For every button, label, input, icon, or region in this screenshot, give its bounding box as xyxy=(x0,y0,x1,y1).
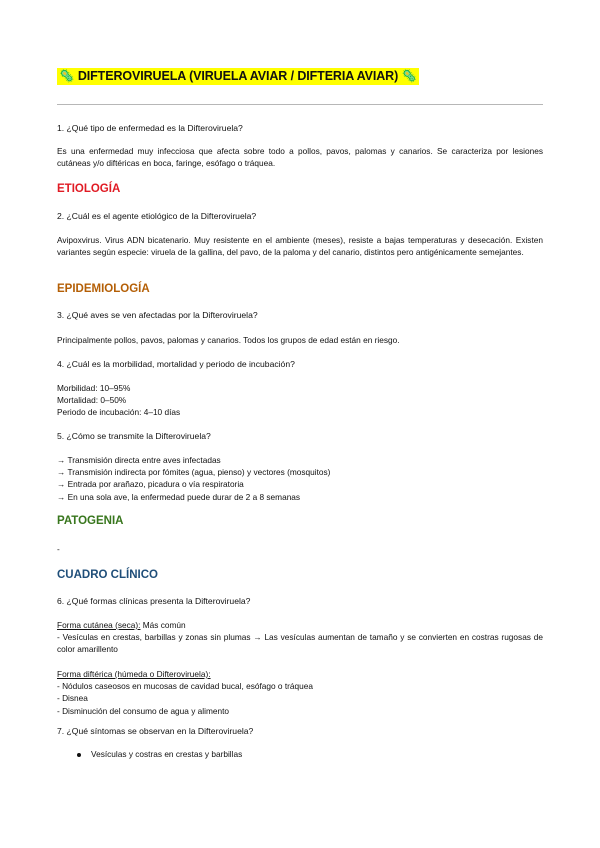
heading-patogenia: PATOGENIA xyxy=(57,515,124,527)
list-item: - Disminución del consumo de agua y alimento xyxy=(57,705,230,716)
list-item: → Entrada por arañazo, picadura o vía respiratoria xyxy=(57,479,244,490)
bullet-dot-icon xyxy=(77,753,81,757)
title-divider xyxy=(57,104,543,105)
list-item: → En una sola ave, la enfermedad puede durar de 2 a 8 semanas xyxy=(57,491,301,502)
patogenia-body: - xyxy=(57,544,60,554)
heading-epidemiologia: EPIDEMIOLOGÍA xyxy=(57,283,150,295)
list-item: → Transmisión indirecta por fómites (agua, pienso) y vectores (mosquitos) xyxy=(57,467,331,478)
forma-cutanea-block xyxy=(57,619,543,656)
list-item: → Transmisión directa entre aves infectadas xyxy=(57,455,221,465)
question-1: 1. ¿Qué tipo de enfermedad es la Difteroviruela? xyxy=(57,123,243,133)
document-title: 🦠 DIFTEROVIRUELA (VIRUELA AVIAR / DIFTERIA AVIAR) 🦠 xyxy=(59,69,417,83)
list-item: - Nódulos caseosos en mucosas de cavidad bucal, esófago o tráquea xyxy=(57,681,313,692)
list-item: - Vesículas en crestas, barbillas y zonas sin plumas → Las vesículas aumentan de tamaño y se convierten en costras rugosas de color amarillento xyxy=(57,632,543,655)
answer-3: Principalmente pollos, pavos, palomas y canarios. Todos los grupos de edad están en riesgo. xyxy=(57,335,400,345)
list-item: - Disnea xyxy=(57,693,88,704)
heading-cuadro-clinico: CUADRO CLÍNICO xyxy=(57,569,158,581)
question-3: 3. ¿Qué aves se ven afectadas por la Difteroviruela? xyxy=(57,310,258,320)
question-6: 6. ¿Qué formas clínicas presenta la Difteroviruela? xyxy=(57,596,251,606)
list-item: Mortalidad: 0–50% xyxy=(57,395,127,406)
list-item: Periodo de incubación: 4–10 días xyxy=(57,407,181,418)
answer-4-list xyxy=(57,382,543,419)
answer-1: Es una enfermedad muy infecciosa que afecta sobre todo a pollos, pavos, palomas y canarios. Se caracteriza por lesiones cutáneas y/o diftéricas en boca, faringe, esófago o tráquea. xyxy=(57,146,543,168)
forma-cutanea-title xyxy=(57,619,543,631)
question-5: 5. ¿Cómo se transmite la Difteroviruela? xyxy=(57,431,211,441)
forma-difterica-block xyxy=(57,668,543,717)
forma-cutanea-note: Más común xyxy=(140,620,186,630)
bullet-item xyxy=(77,749,242,759)
list-item: Morbilidad: 10–95% xyxy=(57,383,131,393)
heading-etiologia: ETIOLOGÍA xyxy=(57,183,121,195)
bullet-text: Vesículas y costras en crestas y barbillas xyxy=(91,749,243,759)
question-2: 2. ¿Cuál es el agente etiológico de la Difteroviruela? xyxy=(57,211,257,221)
answer-5-list xyxy=(57,454,543,503)
question-7: 7. ¿Qué síntomas se observan en la Difteroviruela? xyxy=(57,726,254,736)
forma-cutanea-label: Forma cutánea (seca): xyxy=(57,620,141,630)
question-4: 4. ¿Cuál es la morbilidad, mortalidad y periodo de incubación? xyxy=(57,359,295,369)
answer-2: Avipoxvirus. Virus ADN bicatenario. Muy resistente en el ambiente (meses), resiste a bajas temperaturas y desecación. Existen variantes según especie: viruela de la gallina, del pavo, de la paloma y del canario, distintos pero antigénicamente semejantes. xyxy=(57,235,543,257)
forma-difterica-label: Forma diftérica (húmeda o Difteroviruela): xyxy=(57,669,211,679)
